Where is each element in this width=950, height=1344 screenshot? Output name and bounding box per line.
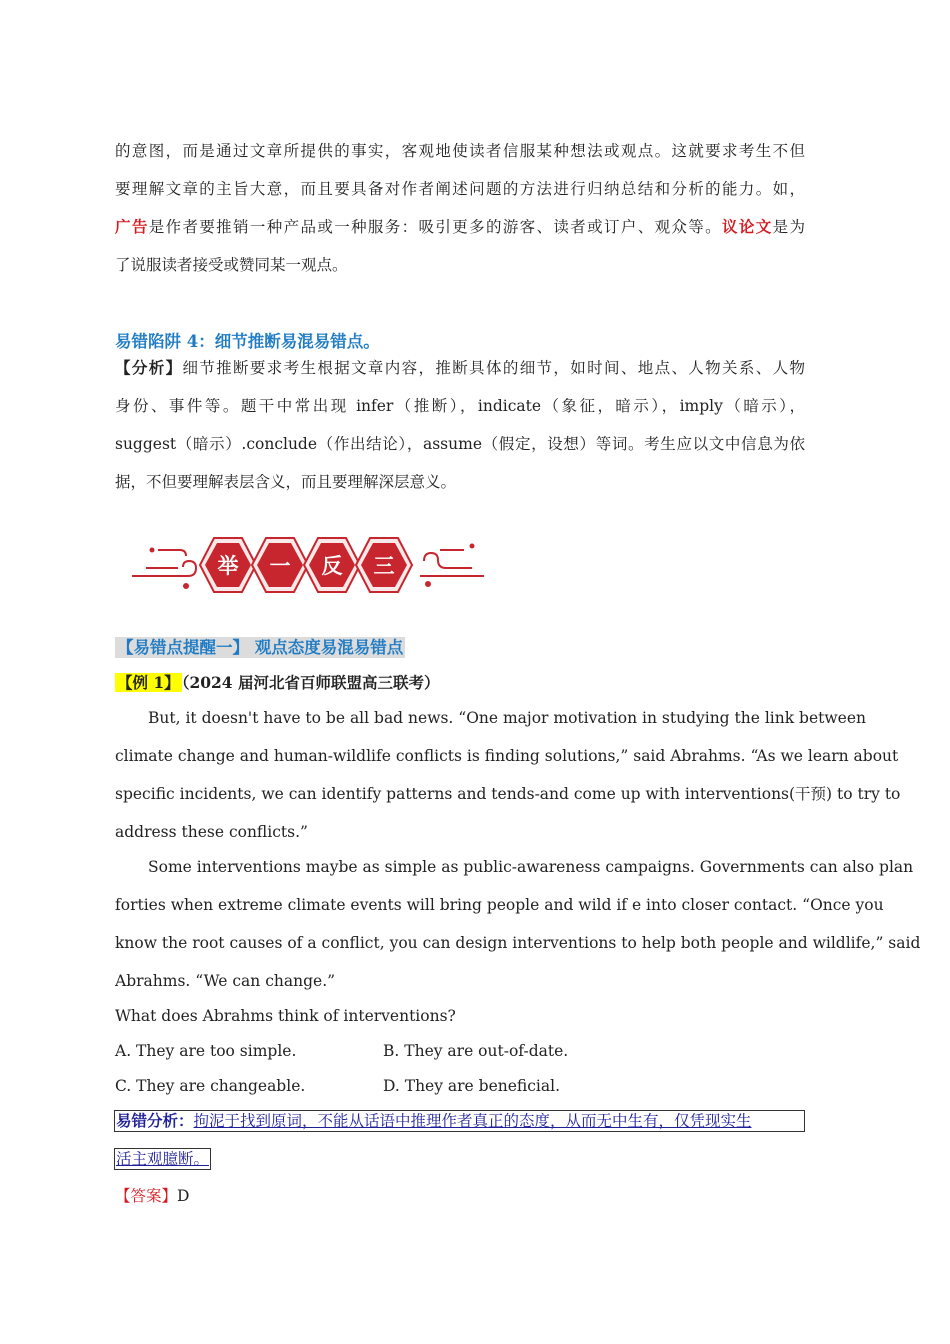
options-row-2: [115, 1076, 805, 1096]
term-advertisement: 广告: [115, 217, 149, 236]
answer-line: [115, 1186, 805, 1206]
answer-label: 【答案】: [115, 1187, 178, 1205]
trap4-line-1: 【分析】细节推断要求考生根据文章内容，推断具体的细节，如时间、地点、人物关系、人物: [115, 358, 805, 377]
option-c: C. They are changeable.: [115, 1077, 306, 1095]
passage-p1-line-4: address these conflicts.”: [115, 823, 308, 841]
passage-p2-line-3: know the root causes of a conflict, you can design interventions to help both people and wildlife,” said: [115, 934, 921, 952]
banner-char-4: 三: [373, 554, 395, 578]
example-source: （2024 届河北省百师联盟高三联考）: [181, 673, 440, 692]
intro-line-2: 要理解文章的主旨大意，而且要具备对作者阐述问题的方法进行归纳总结和分析的能力。如，: [115, 180, 805, 198]
banner-jyfs: [128, 532, 488, 598]
banner-char-3: 反: [321, 554, 343, 578]
passage-p2-line-1: Some interventions maybe as simple as public-awareness campaigns. Governments can also plan: [148, 858, 914, 876]
passage-p1-line-1: But, it doesn't have to be all bad news. “One major motivation in studying the link between: [148, 709, 866, 727]
answer-value: D: [177, 1187, 190, 1205]
intro-line-3: 广告是作者要推销一种产品或一种服务：吸引更多的游客、读者或订户、观众等。议论文是为: [115, 217, 805, 236]
trap4-line-2: 身份、事件等。题干中常出现 infer（推断），indicate（象征，暗示），imply（暗示），: [115, 397, 805, 415]
question-stem: What does Abrahms think of interventions?: [115, 1007, 456, 1025]
analysis-label: 【分析】: [115, 358, 183, 377]
example-label: 【例 1】: [117, 673, 180, 692]
trap4-title: 易错陷阱 4：细节推断易混易错点。: [115, 332, 380, 351]
intro-line-4: 了说服读者接受或赞同某一观点。: [115, 256, 348, 274]
passage-p1-line-2: climate change and human-wildlife conflicts is finding solutions,” said Abrahms. “As we learn about: [115, 747, 899, 765]
example-header: [115, 673, 805, 693]
banner-char-2: 一: [269, 554, 291, 578]
passage-p2-line-2: forties when extreme climate events will bring people and wild if e into closer contact. “Once you: [115, 896, 884, 914]
banner-char-1: 举: [217, 554, 239, 578]
error-analysis-line-2: 活主观臆断。: [116, 1150, 210, 1168]
error-analysis-line-1: 易错分析：拘泥于找到原词，不能从话语中推理作者真正的态度，从而无中生有，仅凭现实生: [114, 1110, 805, 1132]
option-b: B. They are out-of-date.: [383, 1042, 569, 1060]
option-d: D. They are beneficial.: [383, 1077, 561, 1095]
error-analysis-label: 易错分析：: [116, 1111, 194, 1130]
trap4-line-4: 据，不但要理解表层含义，而且要理解深层意义。: [115, 473, 457, 491]
trap4-line-3: suggest（暗示）.conclude（作出结论），assume（假定，设想）等词。考生应以文中信息为依: [115, 435, 805, 453]
options-row-1: [115, 1041, 805, 1061]
passage-p2-line-4: Abrahms. “We can change.”: [115, 972, 336, 990]
intro-line-1: 的意图，而是通过文章所提供的事实，客观地使读者信服某种想法或观点。这就要求考生不但: [115, 142, 805, 160]
option-a: A. They are too simple.: [115, 1042, 297, 1060]
banner-ornament-graphic: [128, 532, 488, 598]
passage-p1-line-3: specific incidents, we can identify patterns and tends-and come up with interventions(干预) to try to: [115, 785, 901, 803]
reminder-title: 【易错点提醒一】 观点态度易混易错点: [117, 638, 404, 657]
term-argumentative-essay: 议论文: [722, 217, 773, 236]
reminder-heading: [115, 638, 805, 658]
